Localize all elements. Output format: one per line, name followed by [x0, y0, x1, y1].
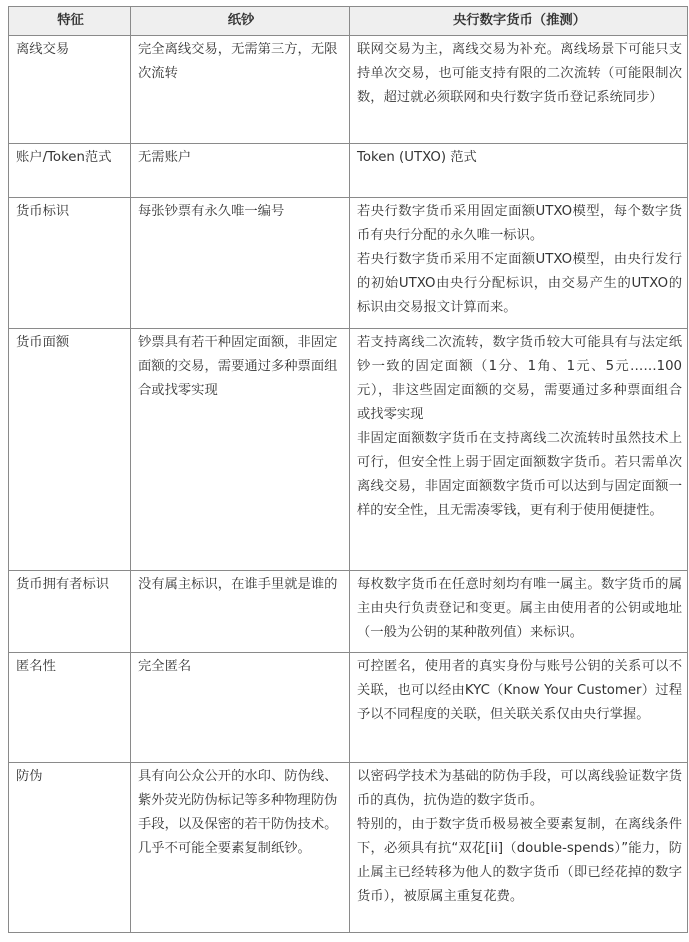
cash-cell: 钞票具有若干种固定面额，非固定面额的交易，需要通过多种票面组合或找零实现 — [131, 329, 350, 571]
header-cbdc: 央行数字货币（推测） — [350, 7, 688, 36]
table-row — [9, 763, 688, 933]
feature-cell: 货币拥有者标识 — [9, 571, 131, 653]
header-cash: 纸钞 — [131, 7, 350, 36]
table-row — [9, 144, 688, 198]
header-row — [9, 7, 688, 36]
cbdc-cell — [350, 653, 688, 763]
cbdc-paragraph: 若央行数字货币采用固定面额UTXO模型，每个数字货币有央行分配的永久唯一标识。 — [357, 204, 682, 243]
table-row — [9, 653, 688, 763]
table-header — [9, 7, 688, 36]
cbdc-cell — [350, 329, 688, 571]
table-row — [9, 36, 688, 144]
header-feature: 特征 — [9, 7, 131, 36]
cbdc-paragraph: 特别的，由于数字货币极易被全要素复制，在离线条件下，必须具有抗“双花[ii]（double-spends）”能力，防止属主已经转移为他人的数字货币（即已经花掉的数字货币），被原属主重复花费。 — [357, 817, 682, 904]
cbdc-paragraph: 若支持离线二次流转，数字货币较大可能具有与法定纸钞一致的固定面额（1分、1角、1元、5元……100元），非这些固定面额的交易，需要通过多种票面组合或找零实现 — [357, 335, 682, 422]
cbdc-paragraph: 每枚数字货币在任意时刻均有唯一属主。数字货币的属主由央行负责登记和变更。属主由使用者的公钥或地址（一般为公钥的某种散列值）来标识。 — [357, 577, 682, 640]
feature-cell: 防伪 — [9, 763, 131, 933]
feature-cell: 货币标识 — [9, 198, 131, 329]
feature-cell: 匿名性 — [9, 653, 131, 763]
cbdc-paragraph: 可控匿名，使用者的真实身份与账号公钥的关系可以不关联，也可以经由KYC（Know Your Customer）过程予以不同程度的关联，但关联关系仅由央行掌握。 — [357, 659, 682, 722]
cash-cell: 具有向公众公开的水印、防伪线、紫外荧光防伪标记等多种物理防伪手段，以及保密的若干防伪技术。几乎不可能全要素复制纸钞。 — [131, 763, 350, 933]
table-body — [9, 36, 688, 933]
cbdc-cell — [350, 36, 688, 144]
cbdc-paragraph: 非固定面额数字货币在支持离线二次流转时虽然技术上可行，但安全性上弱于固定面额数字货币。若只需单次离线交易，非固定面额数字货币可以达到与固定面额一样的安全性，且无需凑零钱，更有利于使用便捷性。 — [357, 431, 682, 518]
cash-cell: 无需账户 — [131, 144, 350, 198]
cbdc-cell — [350, 144, 688, 198]
cbdc-paragraph: 联网交易为主，离线交易为补充。离线场景下可能只支持单次交易，也可能支持有限的二次流转（可能限制次数，超过就必须联网和央行数字货币登记系统同步） — [357, 42, 682, 105]
cbdc-cell — [350, 571, 688, 653]
cbdc-paragraph: Token (UTXO) 范式 — [357, 150, 477, 165]
cash-cell: 没有属主标识，在谁手里就是谁的 — [131, 571, 350, 653]
feature-cell: 离线交易 — [9, 36, 131, 144]
cbdc-paragraph: 若央行数字货币采用不定面额UTXO模型，由央行发行的初始UTXO由央行分配标识，由交易产生的UTXO的标识由交易报文计算而来。 — [357, 252, 682, 315]
feature-cell: 账户/Token范式 — [9, 144, 131, 198]
table-row — [9, 198, 688, 329]
cbdc-paragraph: 以密码学技术为基础的防伪手段，可以离线验证数字货币的真伪，抗伪造的数字货币。 — [357, 769, 682, 808]
feature-cell: 货币面额 — [9, 329, 131, 571]
cbdc-cell — [350, 763, 688, 933]
cash-cell: 完全离线交易，无需第三方，无限次流转 — [131, 36, 350, 144]
cash-cell: 每张钞票有永久唯一编号 — [131, 198, 350, 329]
comparison-table — [8, 6, 688, 933]
cash-cell: 完全匿名 — [131, 653, 350, 763]
table-row — [9, 571, 688, 653]
table-row — [9, 329, 688, 571]
cbdc-cell — [350, 198, 688, 329]
